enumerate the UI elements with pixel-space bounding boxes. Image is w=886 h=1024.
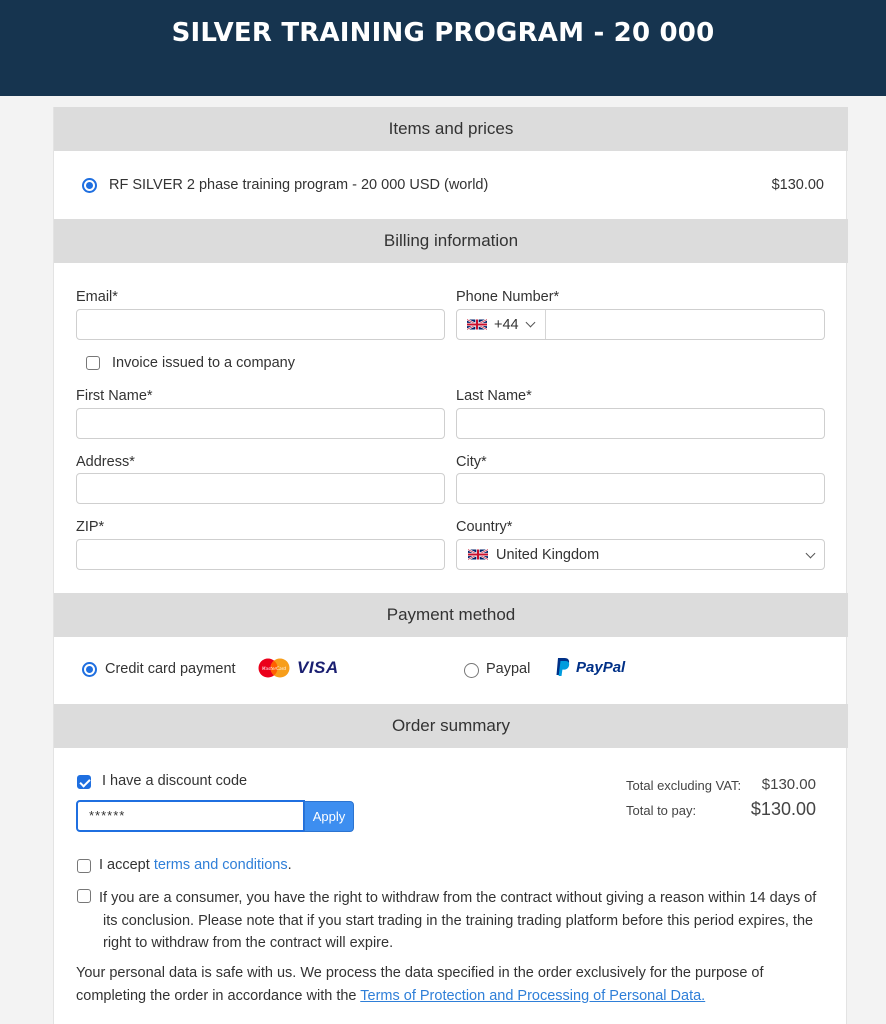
terms-suffix: .: [287, 857, 292, 873]
terms-checkbox[interactable]: [77, 859, 91, 873]
city-label: City*: [456, 454, 487, 470]
phone-country-select[interactable]: [457, 310, 546, 339]
terms-prefix: I accept: [99, 857, 154, 873]
privacy-body: Your personal data is safe with us. We process the data specified in the order exclusively for the purpose of completing the order in accordance with the: [76, 965, 764, 1004]
country-value: United Kingdom: [496, 546, 600, 563]
last-name-label: Last Name*: [456, 388, 532, 404]
country-select[interactable]: [456, 539, 825, 570]
phone-code: +44: [494, 316, 519, 333]
paypal-label: Paypal: [486, 661, 531, 677]
uk-flag-icon: [468, 548, 488, 561]
paypal-logo-text: PayPal: [576, 659, 626, 676]
terms-label: [99, 857, 292, 873]
page-header: [0, 0, 886, 96]
address-input[interactable]: [76, 473, 445, 504]
first-name-input[interactable]: [76, 408, 445, 439]
terms-link[interactable]: terms and conditions: [153, 857, 288, 873]
total-ex-vat-label: Total excluding VAT:: [626, 778, 742, 793]
section-items-header: Items and prices: [54, 107, 848, 151]
discount-checkbox[interactable]: [77, 775, 91, 789]
apply-discount-button[interactable]: Apply: [304, 801, 354, 832]
company-invoice-label: Invoice issued to a company: [112, 355, 295, 371]
discount-code-input[interactable]: ******: [76, 800, 305, 832]
withdraw-checkbox[interactable]: [77, 889, 91, 903]
phone-input[interactable]: [456, 309, 825, 340]
privacy-terms-link[interactable]: Terms of Protection and Processing of Personal Data.: [360, 987, 706, 1004]
product-radio[interactable]: [82, 178, 97, 193]
section-billing-header: Billing information: [54, 219, 848, 263]
company-invoice-checkbox[interactable]: [86, 356, 100, 370]
svg-text:MasterCard: MasterCard: [261, 666, 287, 671]
chevron-down-icon: [525, 318, 535, 328]
withdraw-text: If you are a consumer, you have the right to withdraw from the contract without giving a reason within 14 days of its conclusion. Please note that if you start trading in the training trading platform before this period expires, the right to withdraw from the contract will expire.: [99, 890, 817, 951]
page-title: SILVER TRAINING PROGRAM - 20 000: [171, 18, 715, 48]
email-label: Email*: [76, 289, 118, 305]
last-name-input[interactable]: [456, 408, 825, 439]
mastercard-icon: [257, 658, 291, 678]
paypal-radio[interactable]: [464, 663, 479, 678]
uk-flag-icon: [467, 318, 487, 331]
visa-logo: VISA: [297, 658, 339, 677]
country-label: Country*: [456, 519, 513, 535]
discount-label: I have a discount code: [102, 773, 248, 789]
section-summary-header: Order summary: [54, 704, 848, 748]
total-to-pay-value: $130.00: [750, 799, 816, 819]
section-payment-header: Payment method: [54, 593, 848, 637]
total-ex-vat-value: $130.00: [761, 776, 816, 793]
credit-card-radio[interactable]: [82, 662, 97, 677]
chevron-down-icon: [806, 549, 816, 559]
phone-label: Phone Number*: [456, 289, 560, 305]
address-label: Address*: [76, 454, 135, 470]
first-name-label: First Name*: [76, 388, 153, 404]
product-name: RF SILVER 2 phase training program - 20 000 USD (world): [109, 177, 489, 193]
credit-card-label: Credit card payment: [105, 661, 236, 677]
order-form: [53, 107, 847, 1024]
zip-label: ZIP*: [76, 519, 105, 535]
product-price: $130.00: [771, 177, 824, 193]
zip-input[interactable]: [76, 539, 445, 570]
privacy-text: [76, 962, 821, 1007]
city-input[interactable]: [456, 473, 825, 504]
email-input[interactable]: [76, 309, 445, 340]
total-to-pay-label: Total to pay:: [626, 803, 697, 818]
paypal-icon: [555, 657, 571, 677]
